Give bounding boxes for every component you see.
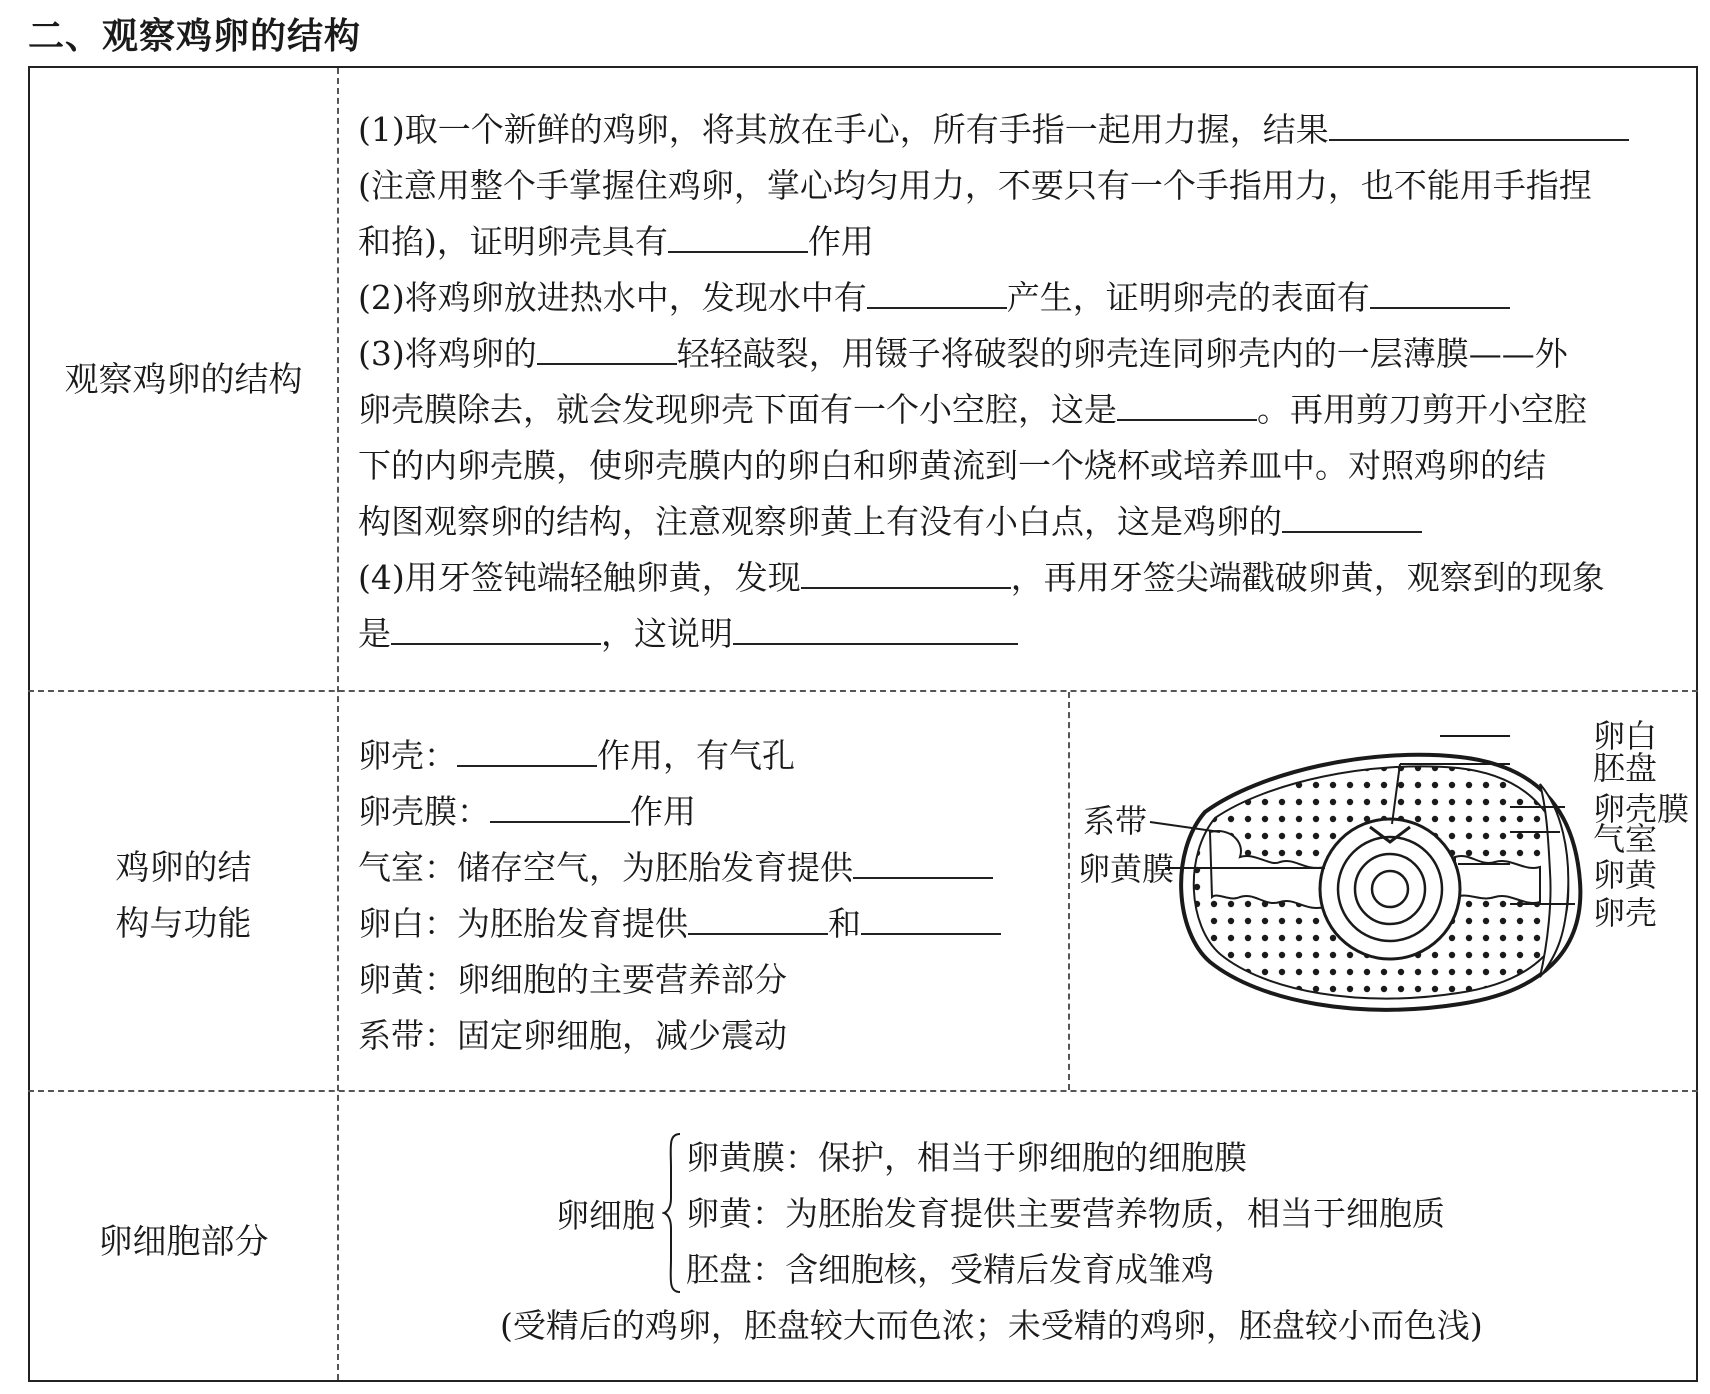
- structure-item-shell: 卵壳： 作用，有气孔: [358, 728, 795, 784]
- label-yolk: 卵黄: [1593, 856, 1658, 894]
- label-shell-membrane: 卵壳膜: [1593, 790, 1690, 828]
- label-shell: 卵壳: [1593, 894, 1658, 932]
- row1-label: 观察鸡卵的结构: [64, 360, 303, 400]
- answer-blank[interactable]: [861, 899, 1001, 935]
- egg-cell-part-yolk: 卵黄：为胚胎发育提供主要营养物质，相当于细胞质: [686, 1194, 1445, 1233]
- label-chalaza: 系带: [1083, 802, 1148, 840]
- answer-blank[interactable]: [391, 609, 601, 645]
- label-germinal-disc: 胚盘: [1593, 749, 1658, 787]
- label-vitelline-membrane: 卵黄膜: [1078, 850, 1175, 888]
- row1-line6: 卵壳膜除去，就会发现卵壳下面有一个小空腔，这是 。再用剪刀剪开小空腔: [358, 382, 1587, 438]
- answer-blank[interactable]: [490, 787, 630, 823]
- row1-line7: 下的内卵壳膜，使卵壳膜内的卵白和卵黄流到一个烧杯或培养皿中。对照鸡卵的结: [358, 446, 1546, 485]
- row1-line9: (4)用牙签钝端轻触卵黄，发现 ，再用牙签尖端戳破卵黄，观察到的现象: [358, 550, 1605, 606]
- answer-blank[interactable]: [733, 609, 1018, 645]
- structure-item-albumen: 卵白：为胚胎发育提供 和: [358, 896, 1001, 952]
- row1-line5: (3)将鸡卵的 轻轻敲裂，用镊子将破裂的卵壳连同卵壳内的一层薄膜——外: [358, 326, 1568, 382]
- structure-item-air-cell: 气室：储存空气，为胚胎发育提供: [358, 840, 993, 896]
- answer-blank[interactable]: [1329, 105, 1629, 141]
- answer-blank[interactable]: [1282, 497, 1422, 533]
- row1-line4: (2)将鸡卵放进热水中，发现水中有 产生，证明卵壳的表面有: [358, 270, 1510, 326]
- egg-cell-part-vitelline: 卵黄膜：保护，相当于卵细胞的细胞膜: [686, 1138, 1247, 1177]
- structure-item-chalaza: 系带：固定卵细胞，减少震动: [358, 1016, 787, 1055]
- row1-line2: (注意用整个手掌握住鸡卵，掌心均匀用力，不要只有一个手指用力，也不能用手指捏: [358, 166, 1592, 205]
- answer-blank[interactable]: [457, 731, 597, 767]
- egg-cell-part-germinal-disc: 胚盘：含细胞核，受精后发育成雏鸡: [686, 1250, 1214, 1289]
- answer-blank[interactable]: [867, 273, 1007, 309]
- curly-brace: [662, 1132, 684, 1294]
- yolk-center: [1372, 871, 1408, 907]
- row1-line8: 构图观察卵的结构，注意观察卵黄上有没有小白点，这是鸡卵的: [358, 494, 1422, 550]
- answer-blank[interactable]: [1117, 385, 1257, 421]
- column-divider: [337, 68, 339, 1380]
- row2-label: 鸡卵的结 构与功能: [115, 848, 252, 944]
- answer-blank[interactable]: [537, 329, 677, 365]
- structure-item-shell-membrane: 卵壳膜： 作用: [358, 784, 696, 840]
- structure-item-yolk: 卵黄：卵细胞的主要营养部分: [358, 960, 787, 999]
- row-divider-2: [28, 1090, 1698, 1092]
- answer-blank[interactable]: [668, 217, 808, 253]
- section-title: 二、观察鸡卵的结构: [28, 16, 362, 57]
- answer-blank[interactable]: [688, 899, 828, 935]
- answer-blank[interactable]: [801, 553, 1011, 589]
- answer-blank[interactable]: [1370, 273, 1510, 309]
- label-albumen: 卵白: [1593, 717, 1658, 755]
- row3-label: 卵细胞部分: [98, 1222, 269, 1262]
- egg-cell-note: (受精后的鸡卵，胚盘较大而色浓；未受精的鸡卵，胚盘较小而色浅): [500, 1306, 1483, 1345]
- row1-line10: 是 ，这说明: [358, 606, 1018, 662]
- row1-line3: 和掐)，证明卵壳具有 作用: [358, 214, 874, 270]
- row1-line1: (1)取一个新鲜的鸡卵，将其放在手心，所有手指一起用力握，结果: [358, 102, 1629, 158]
- answer-blank[interactable]: [853, 843, 993, 879]
- egg-cell-group-label: 卵细胞: [556, 1196, 655, 1235]
- label-air-cell: 气室: [1593, 820, 1658, 858]
- egg-structure-diagram: [1070, 692, 1696, 1088]
